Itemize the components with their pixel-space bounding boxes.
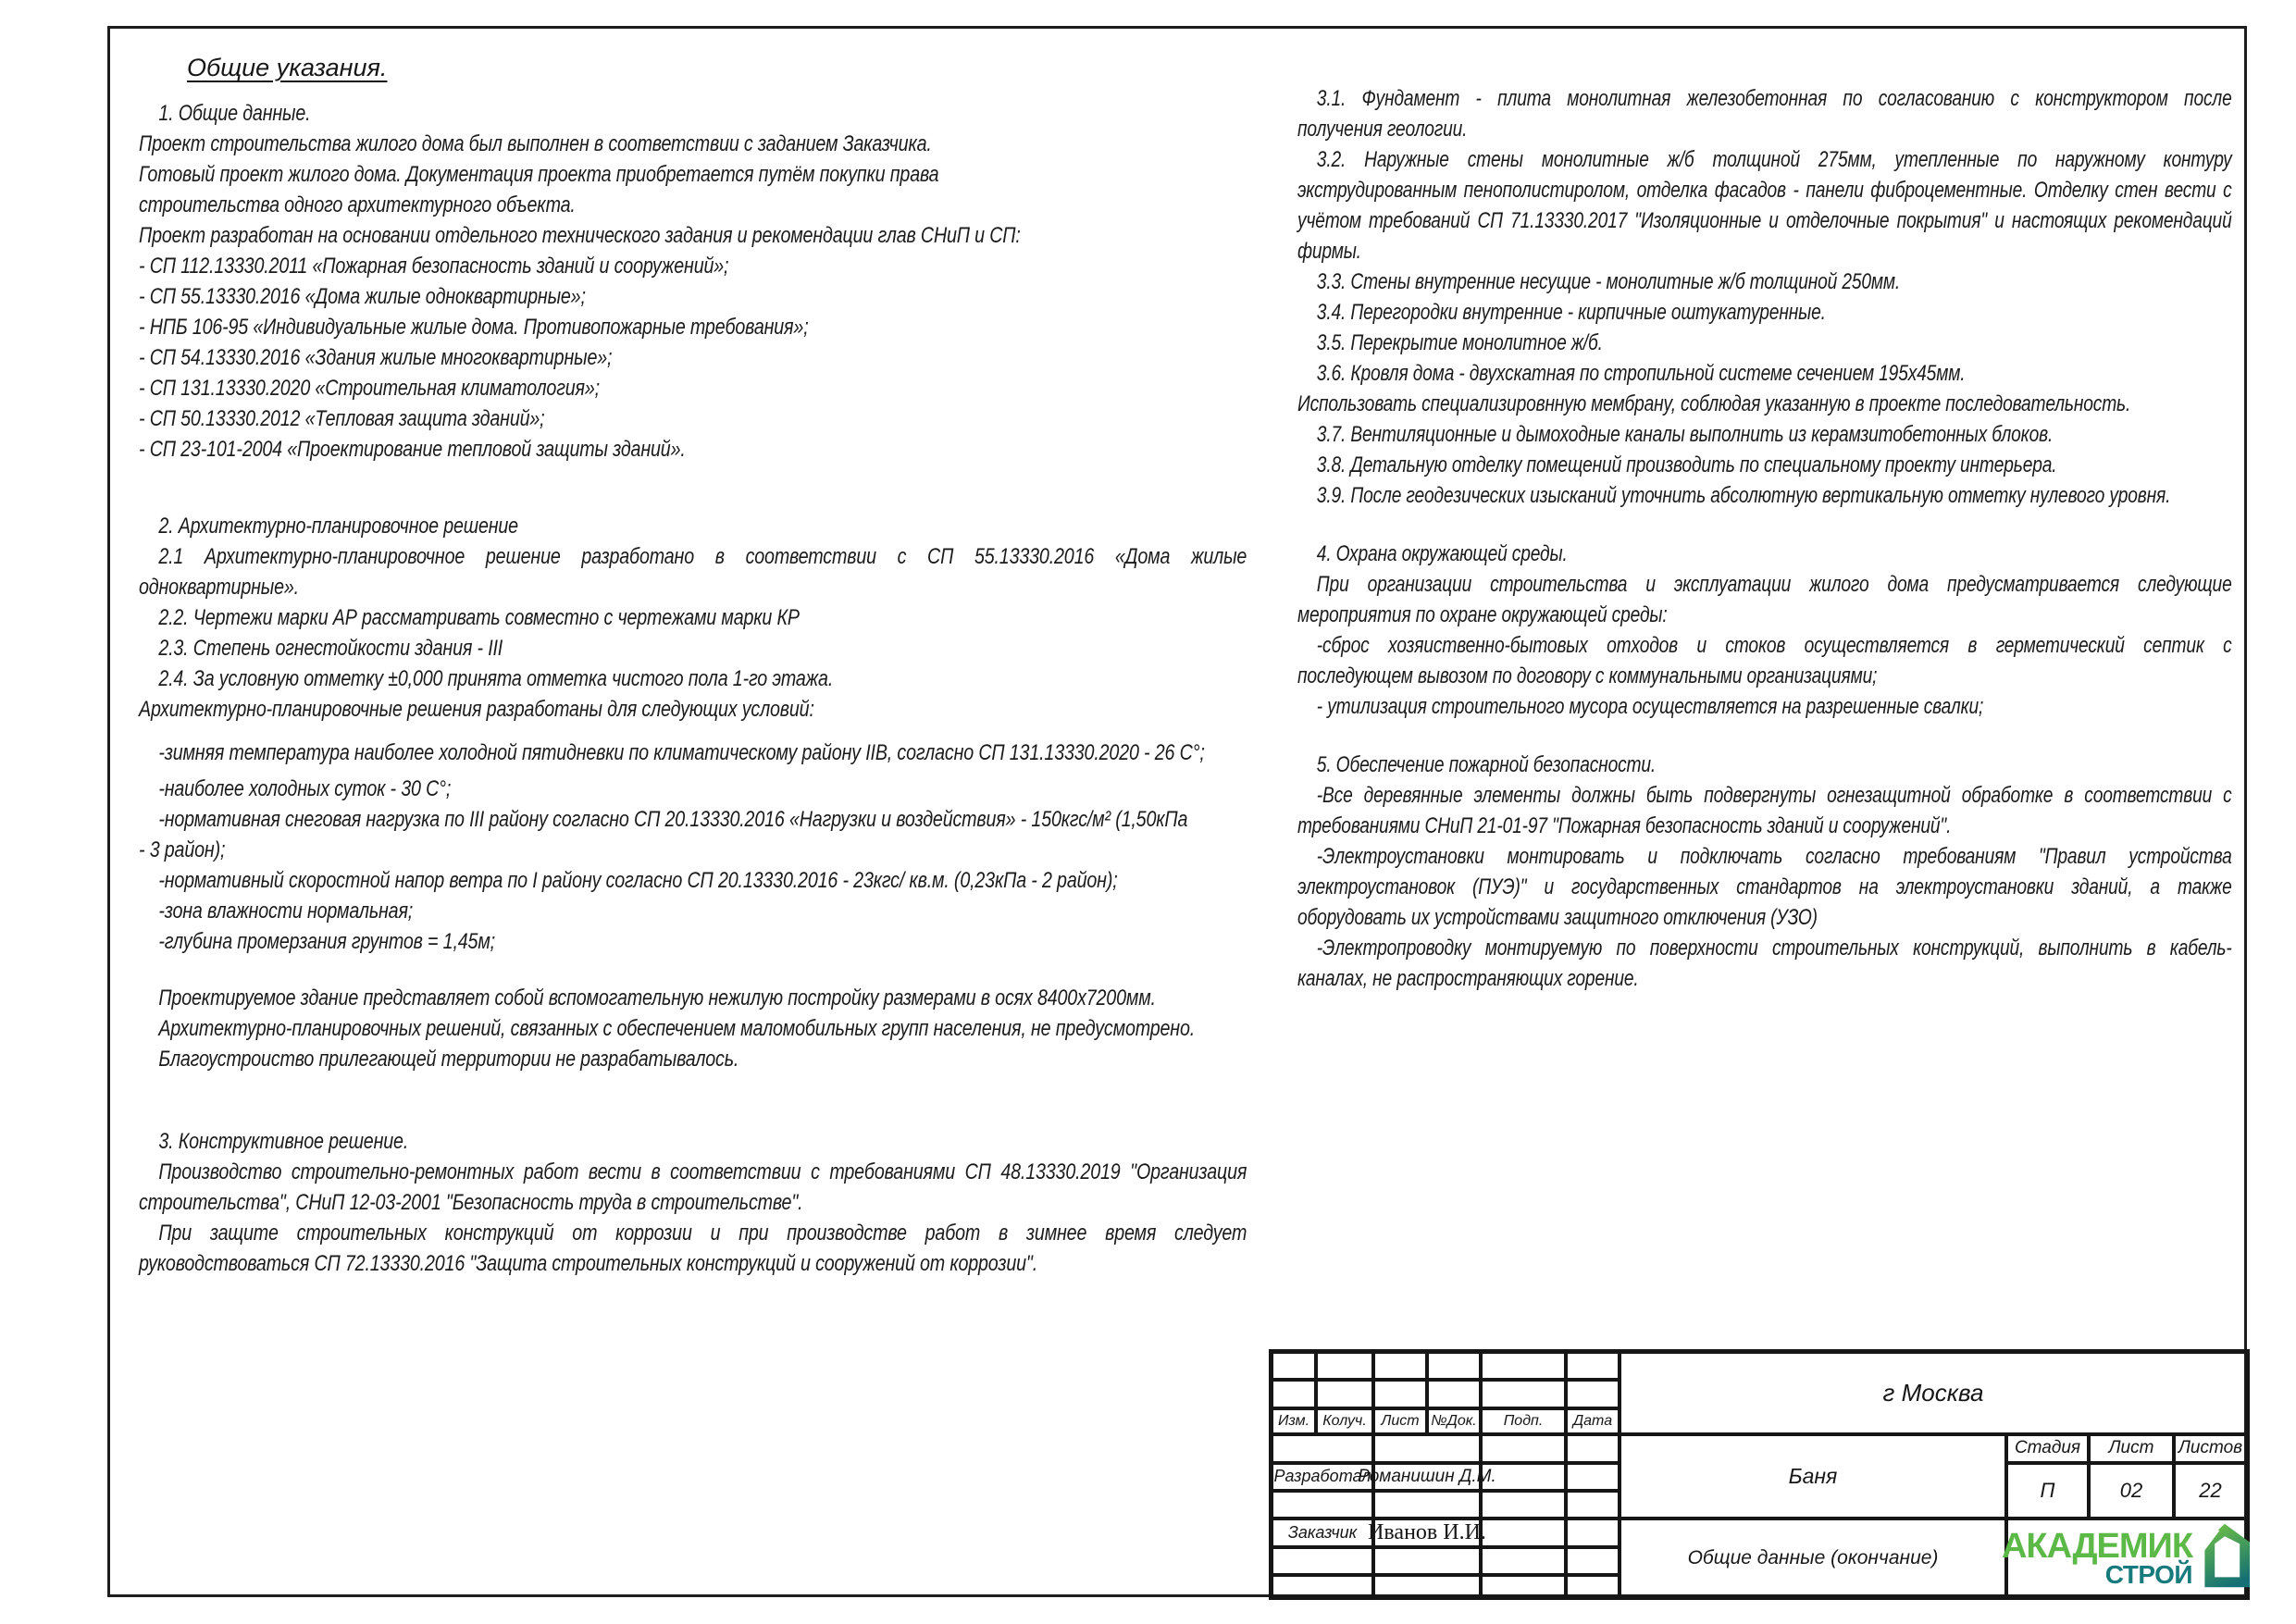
left-text-column	[139, 98, 1247, 1279]
revision-header-cell: Изм.	[1272, 1408, 1316, 1434]
customer-name-cell: Иванов И.И.	[1373, 1519, 1481, 1547]
text-line: Проектируемое здание представляет собой вспомогательную нежилую постройку размерами в осях 8400х7200мм.	[158, 986, 1156, 1010]
text-line: 5. Обеспечение пожарной безопасности.	[1316, 752, 1657, 777]
text-line: 3.2. Наружные стены монолитные ж/б толщиной 275мм, утепленные по наружному контуру	[1316, 147, 2232, 172]
text-line: - СП 55.13330.2016 «Дома жилые одноквартирные»;	[139, 284, 586, 309]
text-line: Архитектурно-планировочные решения разработаны для следующих условий:	[139, 697, 814, 722]
designer-name-cell: Романишин Д.М.	[1373, 1463, 1481, 1491]
text-line: 2.1 Архитектурно-планировочное решение разработано в соответствии с СП 55.13330.2016 «Дома жилые	[158, 544, 1247, 569]
right-text-column	[1297, 83, 2232, 994]
titleblock-cell	[1481, 1519, 1566, 1547]
text-line: Проект разработан на основании отдельного технического задания и рекомендации глав СНиП и СП:	[139, 223, 1021, 248]
titleblock-cell	[1566, 1463, 1620, 1491]
text-line: 2.2. Чертежи марки АР рассматривать совместно с чертежами марки КР	[158, 605, 800, 630]
titleblock-cell	[1373, 1434, 1481, 1463]
text-line: строительства одного архитектурного объекта.	[139, 192, 576, 217]
text-line: - СП 112.13330.2011 «Пожарная безопасность зданий и сооружений»;	[139, 254, 729, 279]
text-line: 3.3. Стены внутренние несущие - монолитные ж/б толщиной 250мм.	[1316, 269, 1901, 294]
text-line: оборудовать их устройствами защитного отключения (УЗО)	[1297, 905, 1818, 930]
spacer	[139, 465, 1247, 511]
titleblock-cell	[1566, 1491, 1620, 1519]
titleblock-cell	[1566, 1519, 1620, 1547]
text-line: - СП 23-101-2004 «Проектирование тепловой защиты зданий».	[139, 437, 686, 462]
revision-cell	[1566, 1380, 1620, 1408]
revision-cell	[1272, 1352, 1316, 1380]
city-cell	[1620, 1352, 2247, 1434]
text-line: руководствоваться СП 72.13330.2016 "Защита строительных конструкций и сооружений от коррозии".	[139, 1251, 1038, 1276]
text-line: Архитектурно-планировочных решений, связанных с обеспечением маломобильных групп населения, не предусмотрено.	[158, 1016, 1196, 1041]
text-line: 3.8. Детальную отделку помещений производить по специальному проекту интерьера.	[1316, 452, 2057, 477]
title-block	[1269, 1349, 2250, 1600]
revision-cell	[1316, 1380, 1373, 1408]
text-line: 2. Архитектурно-планировочное решение	[158, 514, 518, 539]
text-line: экструдированным пенополистиролом, отделка фасадов - панели фиброцементные. Отделку стен вести с	[1297, 178, 2232, 203]
text-line: - утилизация строительного мусора осуществляется на разрешенные свалки;	[1316, 694, 1984, 719]
text-line: 3.7. Вентиляционные и дымоходные каналы выполнить из керамзитобетонных блоков.	[1316, 422, 2054, 447]
titleblock-cell	[1272, 1547, 1373, 1575]
titleblock-cell	[1566, 1434, 1620, 1463]
titleblock-cell	[1481, 1463, 1566, 1491]
text-line: -Электропроводку монтируемую по поверхности строительных конструкций, выполнить в кабель-	[1316, 936, 2232, 961]
text-line: Готовый проект жилого дома. Документация проекта приобретается путём покупки права	[139, 162, 939, 187]
revision-header-cell: Подп.	[1481, 1408, 1566, 1434]
text-line: 3.5. Перекрытие монолитное ж/б.	[1316, 330, 1603, 355]
titleblock-cell	[1566, 1547, 1620, 1575]
revision-cell	[1566, 1352, 1620, 1380]
sheet-title-label: Общие данные (окончание)	[1687, 1546, 1939, 1568]
text-line: 4. Охрана окружающей среды.	[1316, 541, 1568, 566]
titleblock-cell	[1373, 1575, 1481, 1597]
revision-header-cell: Лист	[1373, 1408, 1427, 1434]
titleblock-cell	[1272, 1575, 1373, 1597]
text-line: каналах, не распространяющих горение.	[1297, 966, 1639, 991]
revision-cell	[1481, 1380, 1566, 1408]
text-line: 2.4. За условную отметку ±0,000 принята отметка чистого пола 1-го этажа.	[158, 666, 834, 691]
spacer	[139, 957, 1247, 983]
sheet-value-cell	[2089, 1463, 2174, 1519]
text-line: -нормативный скоростной напор ветра по I району согласно СП 20.13330.2016 - 23кгс/ кв.м. (0,23кПа - 2 район);	[158, 868, 1118, 893]
text-line: электроустановок (ПУЭ)" и государственных стандартов на электроустановки зданий, а также	[1297, 874, 2232, 899]
text-line: Проект строительства жилого дома был выполнен в соответствии с заданием Заказчика.	[139, 131, 932, 156]
sheet-value: 02	[2119, 1478, 2143, 1502]
titleblock-cell	[1566, 1575, 1620, 1597]
titleblock-cell	[1481, 1575, 1566, 1597]
logo-line1: АКАДЕМИК	[2001, 1526, 2193, 1566]
text-line: - СП 131.13330.2020 «Строительная климатология»;	[139, 376, 600, 401]
revision-cell	[1427, 1352, 1481, 1380]
text-line: 3.1. Фундамент - плита монолитная железобетонная по согласованию с конструктором после	[1316, 86, 2232, 111]
titleblock-cell	[1272, 1434, 1373, 1463]
revision-header-cell: №Док.	[1427, 1408, 1481, 1434]
role-label-cell: Заказчик	[1272, 1519, 1373, 1547]
text-line: Производство строительно-ремонтных работ вести в соответствии с требованиями СП 48.13330.2019 "Организация	[158, 1159, 1247, 1184]
logo-text	[2001, 1526, 2193, 1589]
text-line: последующем вывозом по договору с коммунальными организациями;	[1297, 663, 1878, 688]
text-line: - 3 район);	[139, 837, 226, 862]
text-line: - СП 54.13330.2016 «Здания жилые многоквартирные»;	[139, 345, 613, 370]
revision-cell	[1481, 1352, 1566, 1380]
text-line: получения геологии.	[1297, 117, 1468, 142]
stage-value-cell	[2006, 1463, 2089, 1519]
titleblock-cell	[1373, 1547, 1481, 1575]
text-line: одноквартирные».	[139, 575, 299, 600]
city-label: г Москва	[1882, 1379, 1984, 1407]
text-line: -наиболее холодных суток - 30 С°;	[158, 776, 452, 801]
spacer	[1297, 722, 2232, 750]
project-name-cell	[1620, 1434, 2006, 1519]
spacer	[139, 725, 1247, 738]
sheet-title-cell	[1620, 1519, 2006, 1597]
logo-line2: СТРОЙ	[2104, 1559, 2193, 1589]
spacer	[1297, 511, 2232, 539]
revision-cell	[1373, 1380, 1427, 1408]
page-title: Общие указания.	[187, 54, 388, 81]
titleblock-cell	[1481, 1547, 1566, 1575]
text-line: - СП 50.13330.2012 «Тепловая защита зданий»;	[139, 406, 545, 431]
text-line: 3.9. После геодезических изысканий уточнить абсолютную вертикальную отметку нулевого уровня.	[1316, 483, 2171, 508]
text-line: 2.3. Степень огнестойкости здания - III	[158, 636, 503, 661]
text-line: 3.6. Кровля дома - двухскатная по стропильной системе сечением 195х45мм.	[1316, 361, 1966, 386]
text-line: -Все деревянные элементы должны быть подвергнуты огнезащитной обработке в соответствии с	[1316, 783, 2232, 808]
text-line: 3.4. Перегородки внутренние - кирпичные оштукатуренные.	[1316, 300, 1826, 325]
text-line: -зимняя температура наиболее холодной пятидневки по климатическому району IIВ, согласно СП 131.13330.2020 - 26 С°;	[158, 740, 1205, 765]
spacer	[139, 1074, 1247, 1126]
text-line: - НПБ 106-95 «Индивидуальные жилые дома. Противопожарные требования»;	[139, 315, 809, 340]
text-line: мероприятия по охране окружающей среды:	[1297, 602, 1668, 627]
revision-cell	[1272, 1380, 1316, 1408]
stage-header-cell	[2006, 1434, 2089, 1463]
revision-header-cell: Дата	[1566, 1408, 1620, 1434]
text-line: -нормативная снеговая нагрузка по III району согласно СП 20.13330.2016 «Нагрузки и воздействия» - 150кгс/м² (1,50кПа	[158, 807, 1188, 832]
text-line: требованиями СНиП 21-01-97 "Пожарная безопасность зданий и сооружений".	[1297, 813, 1952, 838]
titleblock-cell	[1373, 1491, 1481, 1519]
text-line: фирмы.	[1297, 239, 1361, 264]
project-name-label: Баня	[1788, 1463, 1838, 1488]
titleblock-cell	[1481, 1491, 1566, 1519]
revision-header-cell: Колуч.	[1316, 1408, 1373, 1434]
text-line: -зона влажности нормальная;	[158, 899, 414, 924]
text-line: 3. Конструктивное решение.	[158, 1129, 409, 1154]
text-line: При организации строительства и эксплуатации жилого дома предусматривается следующие	[1316, 572, 2232, 597]
stage-value: П	[2040, 1478, 2055, 1502]
sheets-header-label: Листов	[2178, 1438, 2243, 1458]
text-line: -Электроустановки монтировать и подключать согласно требованиям "Правил устройства	[1316, 844, 2232, 869]
titleblock-cell	[1272, 1491, 1373, 1519]
sheets-value-cell	[2174, 1463, 2247, 1519]
company-logo	[2001, 1519, 2247, 1597]
sheets-value: 22	[2199, 1478, 2222, 1502]
sheets-header-cell	[2174, 1434, 2247, 1463]
revision-cell	[1373, 1352, 1427, 1380]
role-label-cell: Разработал	[1272, 1463, 1373, 1491]
text-line: -сброс хозяиственно-бытовых отходов и стоков осуществляется в герметический септик с	[1316, 633, 2232, 658]
stage-header-label: Стадия	[2014, 1438, 2081, 1458]
revision-cell	[1427, 1380, 1481, 1408]
text-line: Благоустроиство прилегающей территории не разрабатывалось.	[158, 1047, 739, 1072]
text-line: Использовать специализировнную мембрану, соблюдая указанную в проекте последовательность.	[1297, 391, 2131, 416]
text-line: При защите строительных конструкций от коррозии и при производстве работ в зимнее время следует	[158, 1221, 1247, 1246]
text-line: учётом требований СП 71.13330.2017 "Изоляционные и отделочные покрытия" и настоящих рекомендаций	[1297, 208, 2232, 233]
sheet-header-cell	[2089, 1434, 2174, 1463]
text-line: 1. Общие данные.	[158, 101, 311, 126]
titleblock-cell	[1481, 1434, 1566, 1463]
text-line: -глубина промерзания грунтов = 1,45м;	[158, 929, 495, 954]
sheet-header-label: Лист	[2108, 1438, 2154, 1458]
revision-cell	[1316, 1352, 1373, 1380]
house-icon	[2198, 1522, 2252, 1593]
text-line: строительства", СНиП 12-03-2001 "Безопасность труда в строительстве".	[139, 1190, 803, 1215]
